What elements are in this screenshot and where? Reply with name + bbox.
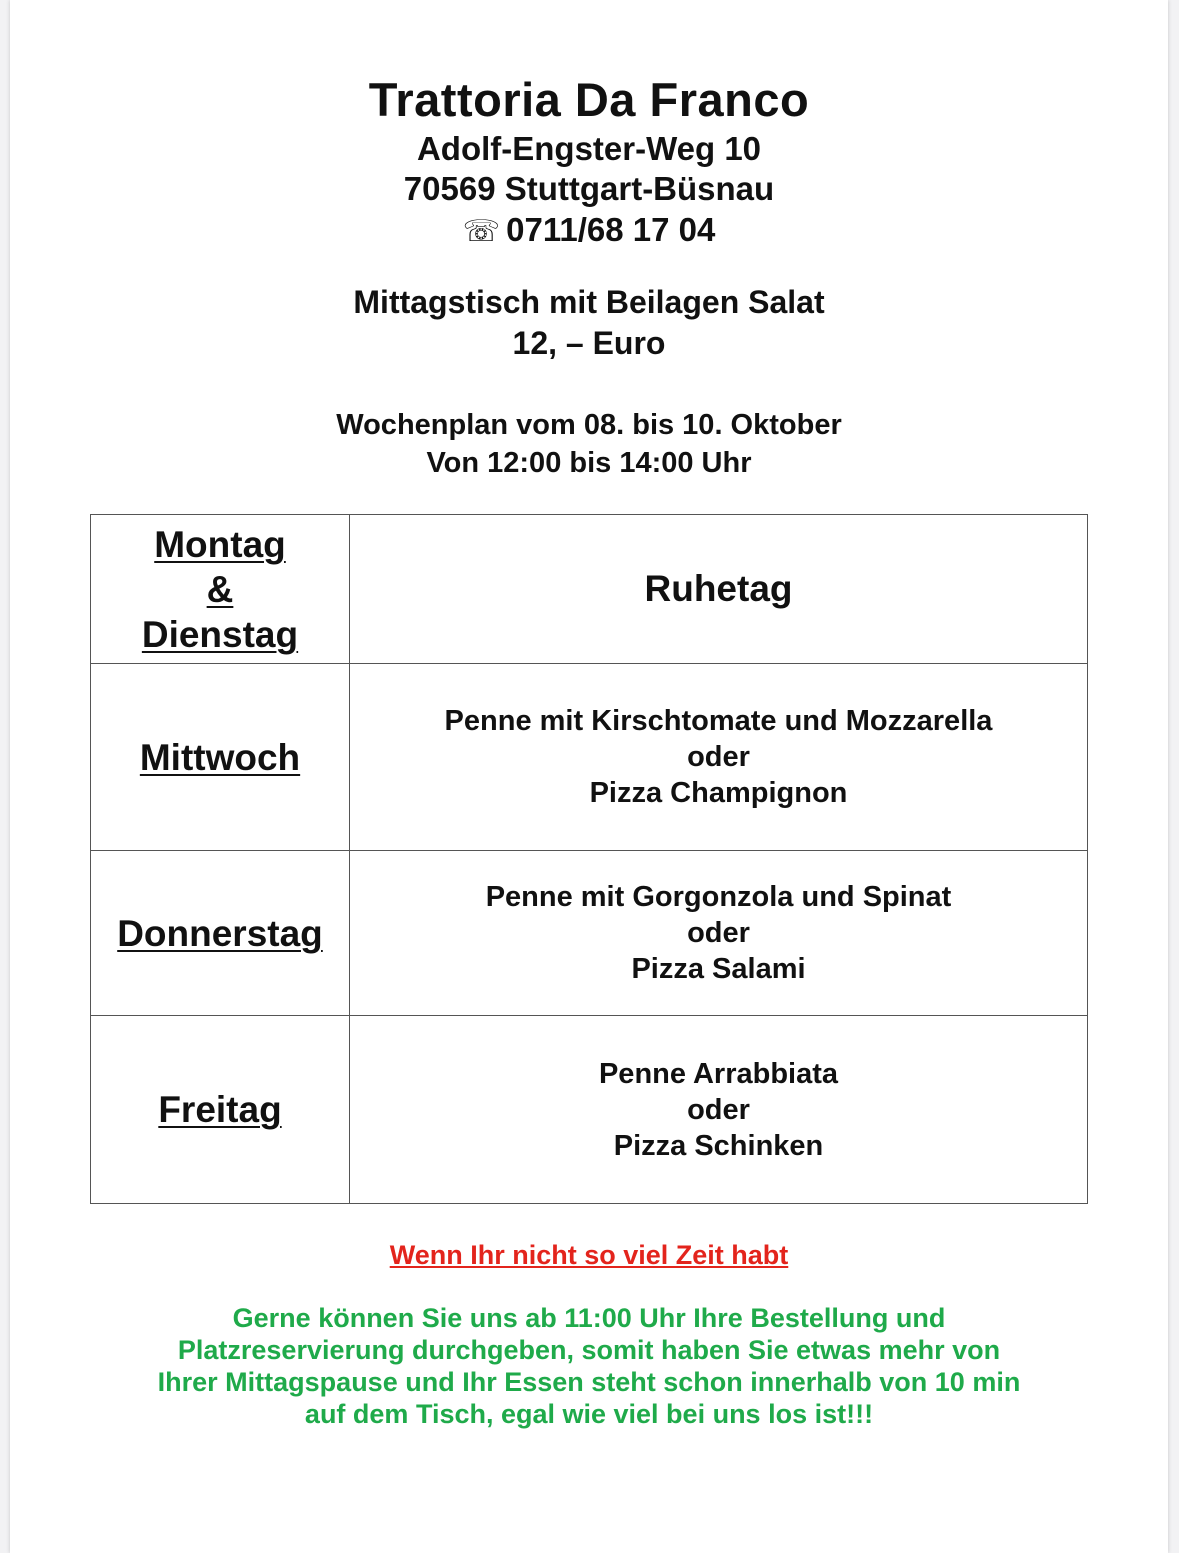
phone-line: [10, 209, 1168, 253]
phone-number: 0711/68 17 04: [506, 211, 716, 248]
quick-order-heading: Wenn Ihr nicht so viel Zeit habt: [389, 1240, 789, 1270]
day-cell: [91, 515, 350, 664]
dish-line: oder: [687, 917, 750, 949]
day-label: &: [206, 568, 234, 610]
week-dates: Wochenplan vom 08. bis 10. Oktober: [336, 409, 842, 441]
dish-line: oder: [687, 741, 750, 773]
note-line: Platzreservierung durchgeben, somit haben Sie etwas mehr von: [177, 1335, 1001, 1365]
dish-line: Pizza Champignon: [589, 777, 848, 809]
day-cell: [91, 1016, 350, 1204]
day-label: Mittwoch: [139, 736, 301, 778]
restaurant-name: Trattoria Da Franco: [368, 73, 810, 126]
dish-line: Pizza Salami: [631, 953, 806, 985]
day-label: Montag: [154, 523, 286, 565]
day-cell: [91, 664, 350, 851]
table-row: [91, 664, 1088, 851]
day-label: Donnerstag: [117, 912, 323, 954]
note-line: auf dem Tisch, egal wie viel bei uns los ist!!!: [304, 1399, 874, 1429]
dish-line: Penne Arrabbiata: [598, 1057, 839, 1090]
telephone-icon: ☏: [462, 215, 501, 248]
table-row: [91, 851, 1088, 1016]
weekly-menu-table: [90, 514, 1088, 1204]
street-address: Adolf-Engster-Weg 10: [416, 130, 762, 167]
city-address: 70569 Stuttgart-Büsnau: [403, 170, 775, 207]
lunch-price: 12, – Euro: [512, 325, 666, 361]
dish-line: Penne mit Kirschtomate und Mozzarella: [444, 705, 993, 737]
note-line: Gerne können Sie uns ab 11:00 Uhr Ihre Bestellung und: [232, 1303, 946, 1333]
dish-cell: [350, 1016, 1088, 1204]
day-label: Dienstag: [141, 613, 299, 655]
dish-cell: [350, 851, 1088, 1016]
note-line: Ihrer Mittagspause und Ihr Essen steht schon innerhalb von 10 min: [157, 1367, 1021, 1397]
lunch-offer: Mittagstisch mit Beilagen Salat: [353, 284, 825, 320]
dish-line: oder: [687, 1093, 750, 1126]
dish-line: Ruhetag: [644, 568, 793, 609]
preorder-note: [10, 1302, 1168, 1430]
dish-line: Penne mit Gorgonzola und Spinat: [485, 881, 952, 913]
dish-cell: [350, 515, 1088, 664]
lunch-hours: Von 12:00 bis 14:00 Uhr: [426, 447, 752, 479]
dish-cell: [350, 664, 1088, 851]
day-cell: [91, 851, 350, 1016]
menu-page: [10, 0, 1168, 1553]
dish-line: Pizza Schinken: [613, 1129, 824, 1162]
day-label: Freitag: [158, 1089, 282, 1130]
table-row: [91, 1016, 1088, 1204]
table-row: [91, 515, 1088, 664]
